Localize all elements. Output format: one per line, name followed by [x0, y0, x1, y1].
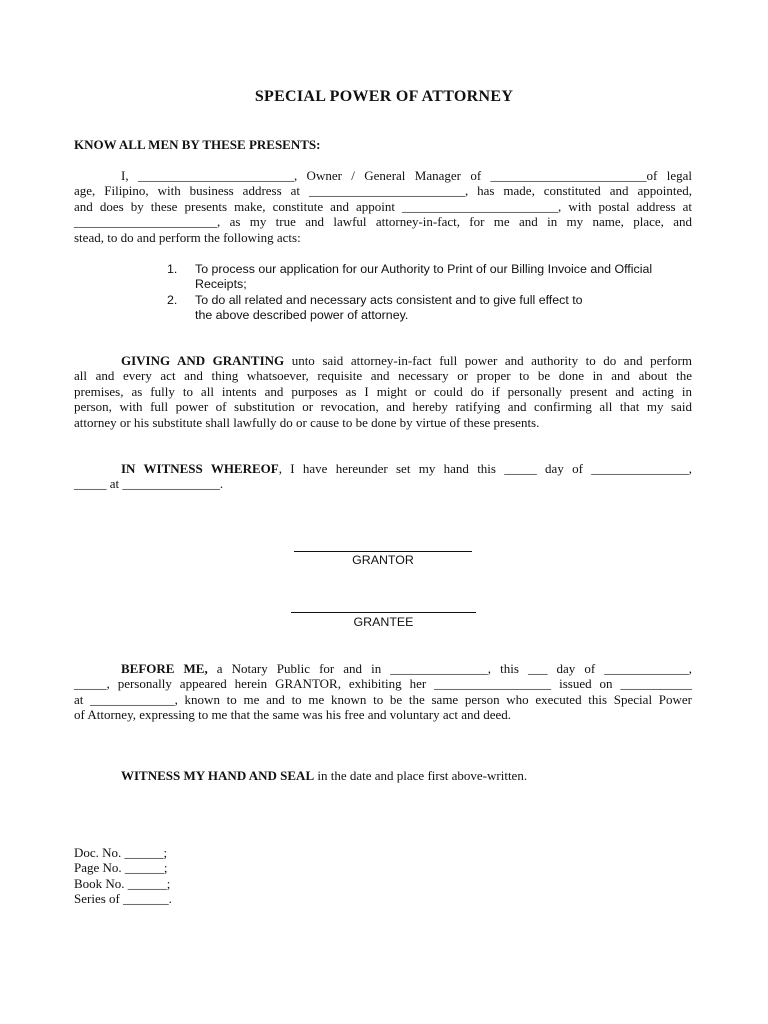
witness-line-2: _____ at _______________. — [74, 476, 224, 492]
document-title: SPECIAL POWER OF ATTORNEY — [254, 88, 514, 105]
granting-paragraph — [74, 353, 692, 430]
grantee-signature-line — [291, 612, 476, 613]
list-item-number: 1. — [167, 262, 178, 276]
granting-line-3: premises, as fully to all intents and purposes as I might or could do if personally present and acting in — [74, 383, 692, 399]
page-number: Page No. ______; — [74, 860, 168, 876]
intro-paragraph — [74, 168, 692, 245]
list-item-number: 2. — [167, 292, 178, 307]
list-item — [167, 293, 692, 324]
intro-line-3: and does by these presents make, constitute and appoint ________________________, with postal address at — [74, 198, 692, 214]
notarial-register-block — [74, 845, 172, 907]
grantee-label: GRANTEE — [353, 615, 414, 629]
grantor-signature-line — [294, 551, 472, 552]
series-year: Series of _______. — [74, 891, 172, 907]
granting-line-4: person, with full power of substitution or revocation, and hereby ratifying and confirming all that my said — [74, 399, 692, 415]
doc-number: Doc. No. ______; — [74, 845, 168, 860]
intro-line-2: age, Filipino, with business address at ________________________, has made, constituted and appointed, — [74, 183, 692, 199]
witness-lead: IN WITNESS WHEREOF — [121, 461, 279, 476]
seal-text: in the date and place first above-written. — [314, 768, 528, 783]
notary-lead: BEFORE ME, — [121, 661, 208, 676]
witness-line-1: , I have hereunder set my hand this _____ day of _______________, — [278, 461, 692, 476]
intro-line-1: I, ________________________, Owner / General Manager of ________________________of legal — [121, 168, 692, 183]
intro-line-4: ______________________, as my true and lawful attorney-in-fact, for me and in my name, place, and — [74, 214, 692, 230]
granting-line-2: all and every act and thing whatsoever, requisite and necessary or proper to be done in and about the — [74, 368, 692, 384]
notary-line-2: _____, personally appeared herein GRANTOR, exhibiting her __________________ issued on ___________ — [74, 676, 692, 692]
granting-lead: GIVING AND GRANTING — [121, 353, 285, 368]
list-item-text-cont: the above described power of attorney. — [195, 308, 409, 323]
notary-line-1: a Notary Public for and in _______________, this ___ day of _____________, — [207, 661, 692, 676]
notary-line-3: at _____________, known to me and to me known to be the same person who executed this Special Power — [74, 691, 692, 707]
acts-list — [167, 262, 692, 324]
witness-paragraph — [74, 461, 692, 492]
list-item-text: To process our application for our Authority to Print of our Billing Invoice and Official — [195, 262, 653, 276]
book-number: Book No. ______; — [74, 875, 171, 891]
notary-line-4: of Attorney, expressing to me that the same was his free and voluntary act and deed. — [74, 707, 512, 723]
notary-paragraph — [74, 661, 692, 723]
list-item-text-cont: Receipts; — [195, 277, 247, 292]
intro-line-5: stead, to do and perform the following acts: — [74, 229, 301, 245]
seal-lead: WITNESS MY HAND AND SEAL — [121, 768, 315, 783]
list-item — [167, 262, 692, 293]
grantor-label: GRANTOR — [352, 553, 414, 567]
document-heading: KNOW ALL MEN BY THESE PRESENTS: — [74, 137, 321, 152]
list-item-text: To do all related and necessary acts consistent and to give full effect to — [195, 292, 583, 307]
granting-line-1: unto said attorney-in-fact full power and authority to do and perform — [284, 353, 692, 368]
seal-paragraph — [74, 768, 692, 783]
granting-line-5: attorney or his substitute shall lawfully do or cause to be done by virtue of these presents. — [74, 414, 540, 430]
